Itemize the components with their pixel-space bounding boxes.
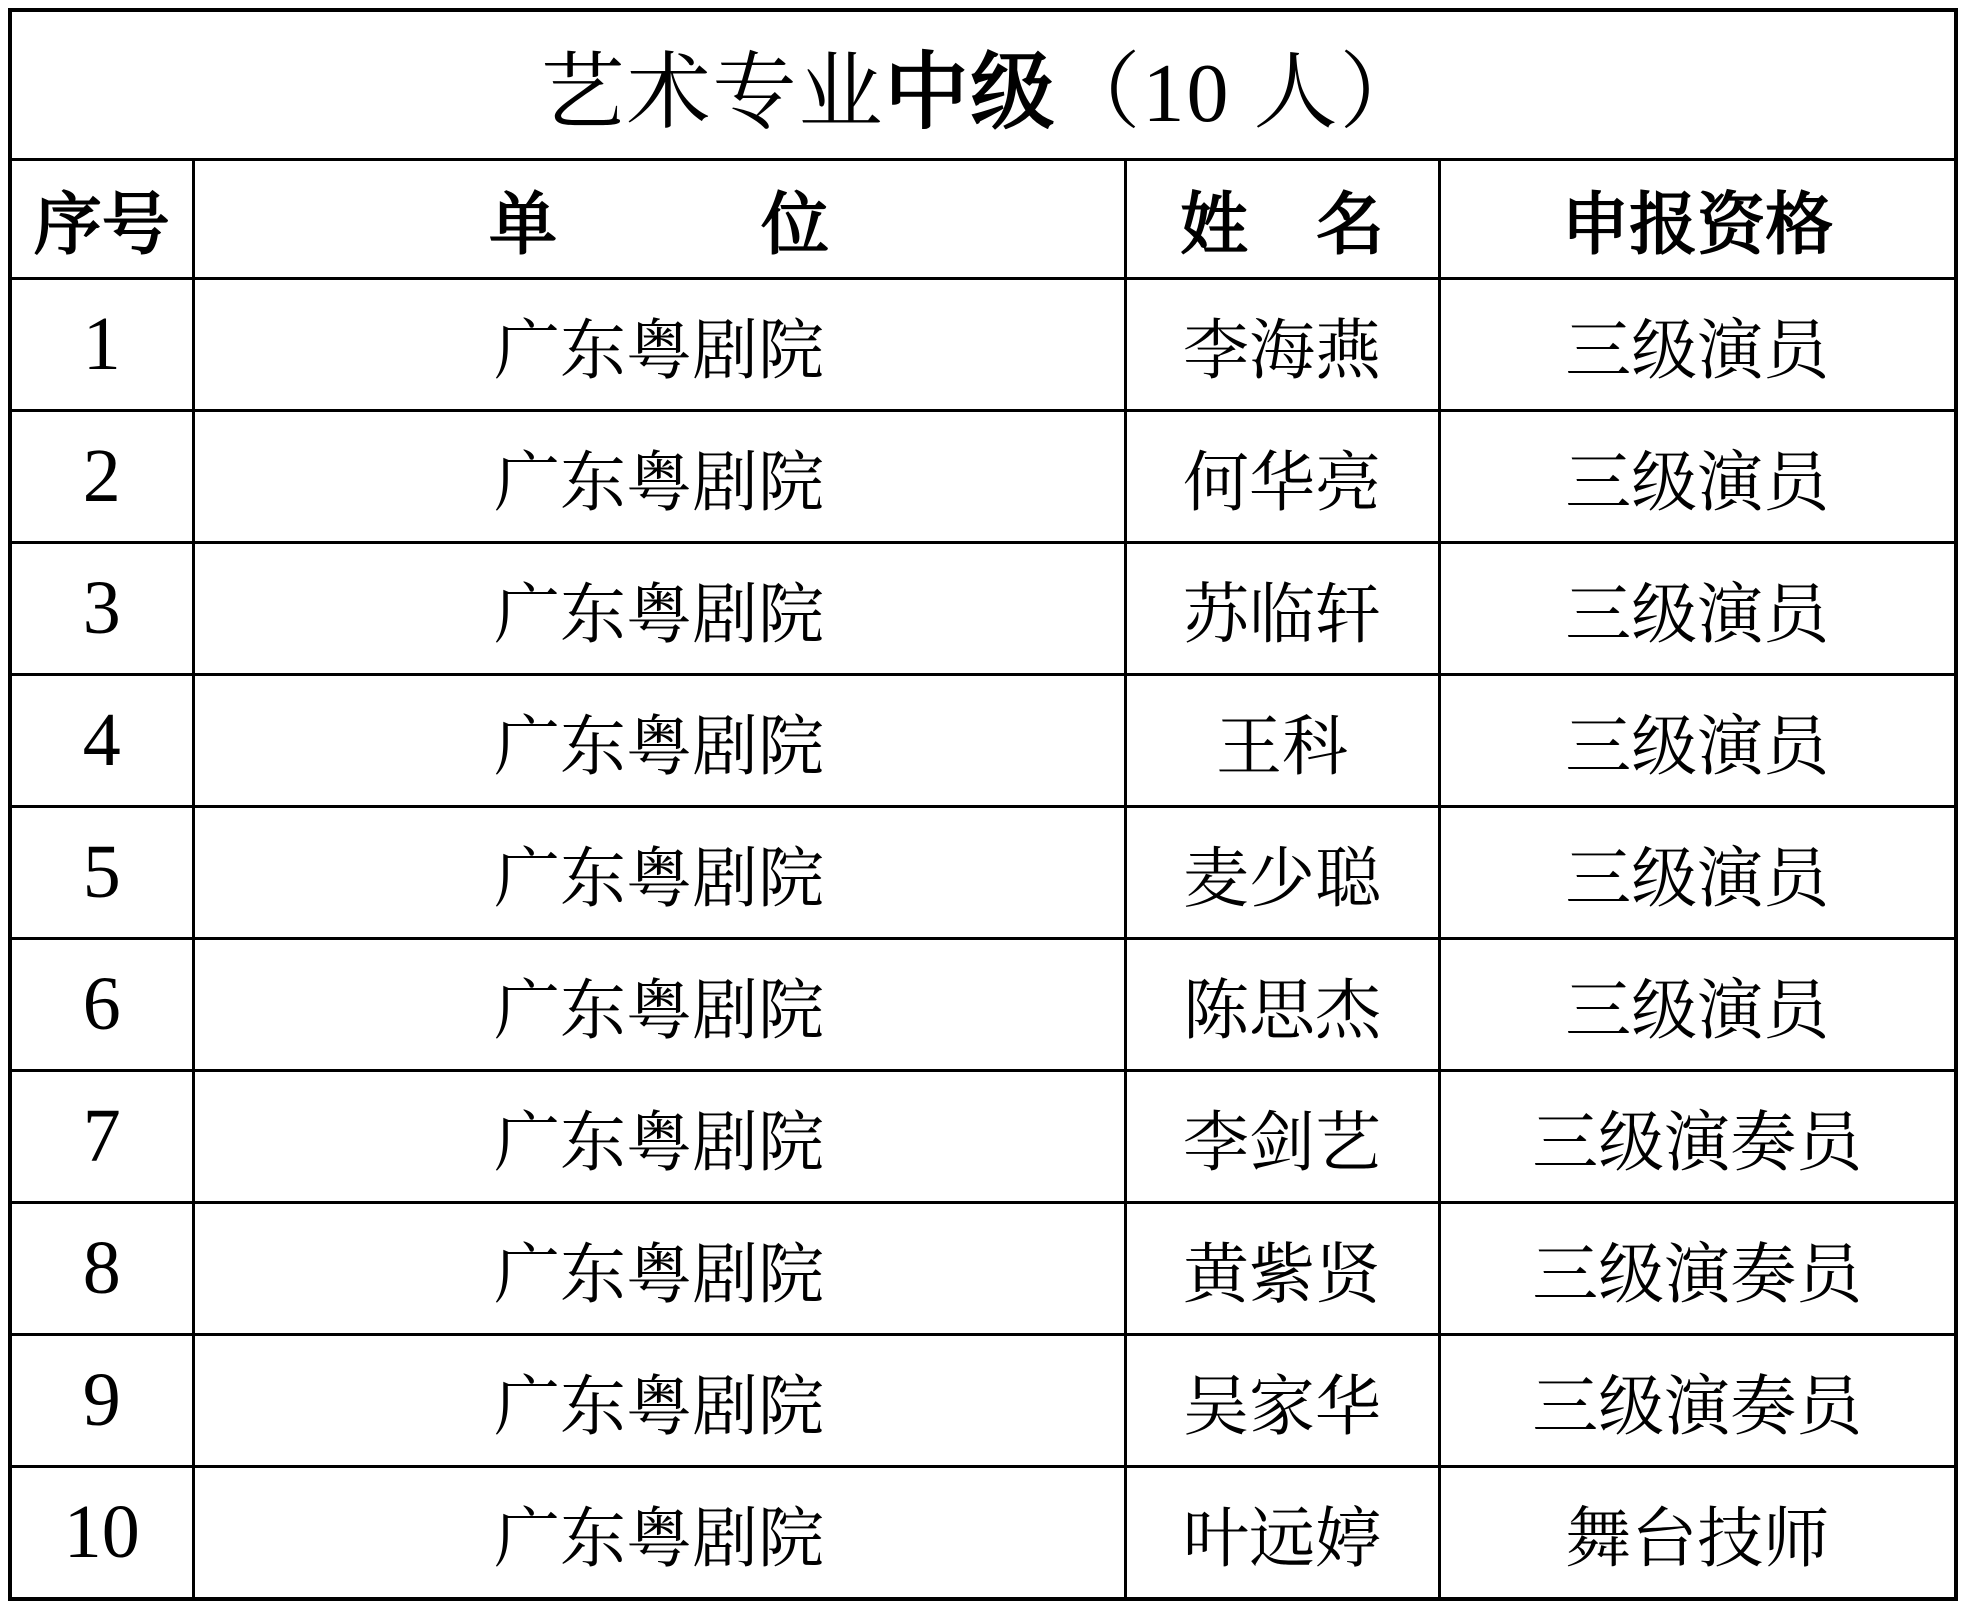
- unit-cell: 广东粤剧院: [193, 1335, 1125, 1467]
- unit-cell: 广东粤剧院: [193, 1203, 1125, 1335]
- table-title-row: [10, 10, 1956, 160]
- table-row: [10, 543, 1956, 675]
- row-number-cell: 9: [10, 1335, 193, 1467]
- qualification-cell: 三级演员: [1439, 807, 1956, 939]
- header-qualification: 申报资格: [1439, 160, 1956, 279]
- personnel-roster-table: [8, 8, 1958, 1601]
- name-cell: 何华亮: [1125, 411, 1439, 543]
- table-row: [10, 939, 1956, 1071]
- table-row: [10, 1203, 1956, 1335]
- qualification-cell: 三级演奏员: [1439, 1071, 1956, 1203]
- row-number-cell: 2: [10, 411, 193, 543]
- row-number-cell: 7: [10, 1071, 193, 1203]
- table-row: [10, 1335, 1956, 1467]
- table-row: [10, 1071, 1956, 1203]
- unit-cell: 广东粤剧院: [193, 1467, 1125, 1600]
- name-cell: 李剑艺: [1125, 1071, 1439, 1203]
- unit-cell: 广东粤剧院: [193, 543, 1125, 675]
- header-name: 姓 名: [1125, 160, 1439, 279]
- unit-cell: 广东粤剧院: [193, 939, 1125, 1071]
- name-cell: 陈思杰: [1125, 939, 1439, 1071]
- unit-cell: 广东粤剧院: [193, 411, 1125, 543]
- name-cell: 吴家华: [1125, 1335, 1439, 1467]
- row-number-cell: 6: [10, 939, 193, 1071]
- unit-cell: 广东粤剧院: [193, 675, 1125, 807]
- qualification-cell: 三级演员: [1439, 543, 1956, 675]
- qualification-cell: 三级演员: [1439, 279, 1956, 411]
- row-number-cell: 4: [10, 675, 193, 807]
- name-cell: 黄紫贤: [1125, 1203, 1439, 1335]
- unit-cell: 广东粤剧院: [193, 279, 1125, 411]
- name-cell: 苏临轩: [1125, 543, 1439, 675]
- row-number-cell: 10: [10, 1467, 193, 1600]
- name-cell: 王科: [1125, 675, 1439, 807]
- table-row: [10, 1467, 1956, 1600]
- table-row: [10, 411, 1956, 543]
- qualification-cell: 舞台技师: [1439, 1467, 1956, 1600]
- qualification-cell: 三级演员: [1439, 939, 1956, 1071]
- name-cell: 叶远婷: [1125, 1467, 1439, 1600]
- unit-cell: 广东粤剧院: [193, 1071, 1125, 1203]
- row-number-cell: 5: [10, 807, 193, 939]
- table-row: [10, 675, 1956, 807]
- name-cell: 麦少聪: [1125, 807, 1439, 939]
- row-number-cell: 3: [10, 543, 193, 675]
- header-no: 序号: [10, 160, 193, 279]
- title-regular-prefix: 艺术专业: [540, 46, 885, 140]
- row-number-cell: 1: [10, 279, 193, 411]
- table-row: [10, 279, 1956, 411]
- column-header-row: [10, 160, 1956, 279]
- qualification-cell: 三级演员: [1439, 675, 1956, 807]
- name-cell: 李海燕: [1125, 279, 1439, 411]
- table-row: [10, 807, 1956, 939]
- header-unit: 单 位: [193, 160, 1125, 279]
- unit-cell: 广东粤剧院: [193, 807, 1125, 939]
- qualification-cell: 三级演奏员: [1439, 1335, 1956, 1467]
- title-bold-part: 中级: [884, 46, 1057, 140]
- qualification-cell: 三级演员: [1439, 411, 1956, 543]
- table-title: [10, 10, 1956, 160]
- row-number-cell: 8: [10, 1203, 193, 1335]
- qualification-cell: 三级演奏员: [1439, 1203, 1956, 1335]
- title-regular-suffix: （10 人）: [1056, 46, 1426, 140]
